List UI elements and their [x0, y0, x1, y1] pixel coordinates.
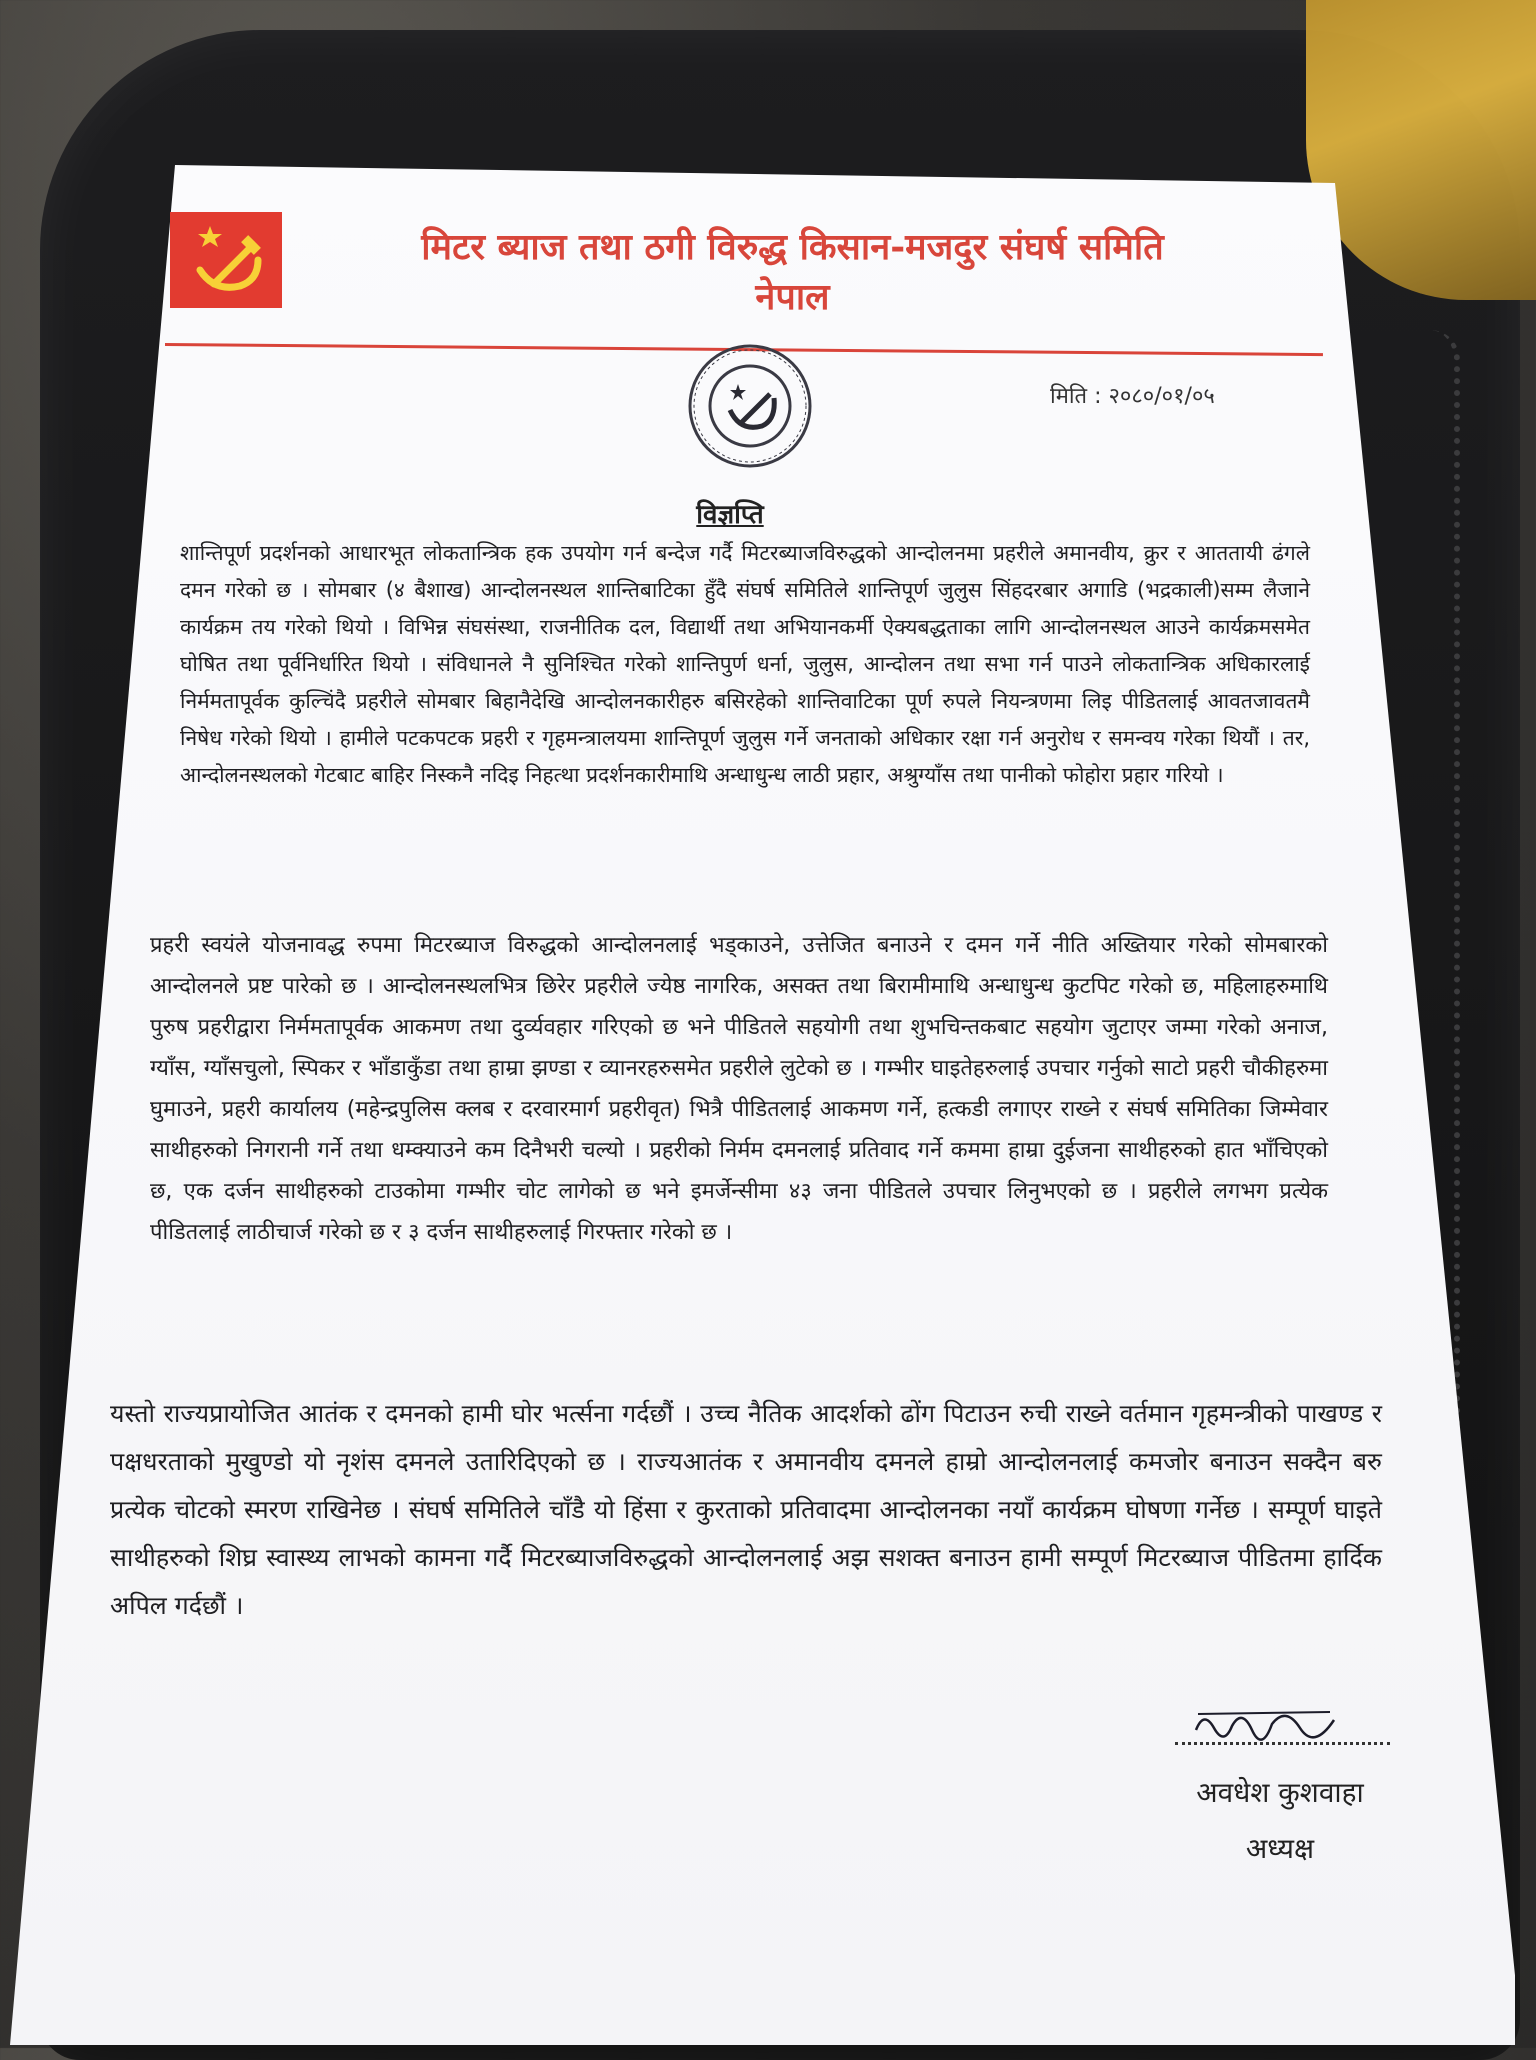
- party-flag-icon: [170, 212, 282, 308]
- notice-heading: विज्ञप्ति: [696, 500, 764, 530]
- organization-title: [290, 222, 1295, 322]
- signature-line: [1175, 1742, 1390, 1745]
- hammer-sickle-seal-icon: [678, 340, 822, 472]
- paragraph-1: शान्तिपूर्ण प्रदर्शनको आधारभूत लोकतान्त्रिक हक उपयोग गर्न बन्देज गर्दै मिटरब्याजविरुद्धको आन्दोलनमा प्रहरीले अमानवीय, क्रुर र आततायी ढंगले दमन गरेको छ । सोमबार (४ बैशाख) आन्दोलनस्थल शान्तिबाटिका हुँदै संघर्ष समितिले शान्तिपूर्ण जुलुस सिंहदरबार अगाडि (भद्रकाली)सम्म लैजाने कार्यक्रम तय गरेको थियो । विभिन्न संघसंस्था, राजनीतिक दल, विद्यार्थी तथा अभियानकर्मी ऐक्यबद्धताका लागि आन्दोलनस्थल आउने कार्यक्रमसमेत घोषित तथा पूर्वनिर्धारित थियो । संविधानले नै सुनिश्चित गरेको शान्तिपुर्ण धर्ना, जुलुस, आन्दोलन तथा सभा गर्न पाउने लोकतान्त्रिक अधिकारलाई निर्ममतापूर्वक कुल्चिंदै प्रहरीले सोमबार बिहानैदेखि आन्दोलनकारीहरु बसिरहेको शान्तिवाटिका पूर्ण रुपले नियन्त्रणमा लिइ पीडितलाई आवतजावतमै निषेध गरेको थियो । हामीले पटकपटक प्रहरी र गृहमन्त्रालयमा शान्तिपूर्ण जुलुस गर्ने जनताको अधिकार रक्षा गर्न अनुरोध र समन्वय गरेका थियौं । तर, आन्दोलनस्थलको गेटबाट बाहिर निस्कनै नदिइ निहत्था प्रदर्शनकारीमाथि अन्धाधुन्ध लाठी प्रहार, अश्रुग्याँस तथा पानीको फोहोरा प्रहार गरियो ।: [180, 541, 1310, 787]
- organization-title-line2: नेपाल: [755, 276, 830, 318]
- paragraph-3: यस्तो राज्यप्रायोजित आतंक र दमनको हामी घोर भर्त्सना गर्दछौं । उच्च नैतिक आदर्शको ढोंग पिटाउन रुची राख्ने वर्तमान गृहमन्त्रीको पाखण्ड र पक्षधरताको मुखुण्डो यो नृशंस दमनले उतारिदिएको छ । राज्यआतंक र अमानवीय दमनले हाम्रो आन्दोलनलाई कमजोर बनाउन सक्दैन बरु प्रत्येक चोटको स्मरण राखिनेछ । संघर्ष समितिले चाँडै यो हिंसा र कुरताको प्रतिवादमा आन्दोलनका नयाँ कार्यक्रम घोषणा गर्नेछ । सम्पूर्ण घाइते साथीहरुको शिघ्र स्वास्थ्य लाभको कामना गर्दै मिटरब्याजविरुद्धको आन्दोलनलाई अझ सशक्त बनाउन हामी सम्पूर्ण मिटरब्याज पीडितमा हार्दिक अपिल गर्दछौं ।: [110, 1399, 1382, 1620]
- paragraph-2: प्रहरी स्वयंले योजनावद्ध रुपमा मिटरब्याज विरुद्धको आन्दोलनलाई भड्काउने, उत्तेजित बनाउने र दमन गर्ने नीति अख्तियार गरेको सोमबारको आन्दोलनले प्रष्ट पारेको छ । आन्दोलनस्थलभित्र छिरेर प्रहरीले ज्येष्ठ नागरिक, असक्त तथा बिरामीमाथि अन्धाधुन्ध कुटपिट गरेको छ, महिलाहरुमाथि पुरुष प्रहरीद्वारा निर्ममतापूर्वक आकमण तथा दुर्व्यवहार गरिएको छ भने पीडितले सहयोगी तथा शुभचिन्तकबाट सहयोग जुटाएर जम्मा गरेको अनाज, ग्याँस, ग्याँसचुलो, स्पिकर र भाँडाकुँडा तथा हाम्रा झण्डा र व्यानरहरुसमेत प्रहरीले लुटेको छ । गम्भीर घाइतेहरुलाई उपचार गर्नुको साटो प्रहरी चौकीहरुमा घुमाउने, प्रहरी कार्यालय (महेन्द्रपुलिस क्लब र दरवारमार्ग प्रहरीवृत) भित्रै पीडितलाई आकमण गर्ने, हत्कडी लगाएर राख्ने र संघर्ष समितिका जिम्मेवार साथीहरुको निगरानी गर्ने तथा धम्क्याउने कम दिनैभरी चल्यो । प्रहरीको निर्मम दमनलाई प्रतिवाद गर्ने कममा हाम्रा दुईजना साथीहरुको हात भाँचिएको छ, एक दर्जन साथीहरुको टाउकोमा गम्भीर चोट लागेको छ भने इमर्जेन्सीमा ४३ जना पीडितले उपचार लिनुभएको छ । प्रहरीले लगभग प्रत्येक पीडितलाई लाठीचार्ज गरेको छ र ३ दर्जन साथीहरुलाई गिरफ्तार गरेको छ ।: [150, 933, 1328, 1245]
- notice-date: मिति : २०८०/०१/०५: [1050, 384, 1215, 409]
- hammer-sickle-icon: [170, 212, 282, 308]
- signatory-role: अध्यक्ष: [1245, 1832, 1315, 1865]
- organization-seal: [678, 340, 822, 472]
- organization-title-line1: मिटर ब्याज तथा ठगी विरुद्ध किसान-मजदुर संघर्ष समिति: [421, 226, 1164, 268]
- signatory-name: अवधेश कुशवाहा: [1196, 1776, 1364, 1809]
